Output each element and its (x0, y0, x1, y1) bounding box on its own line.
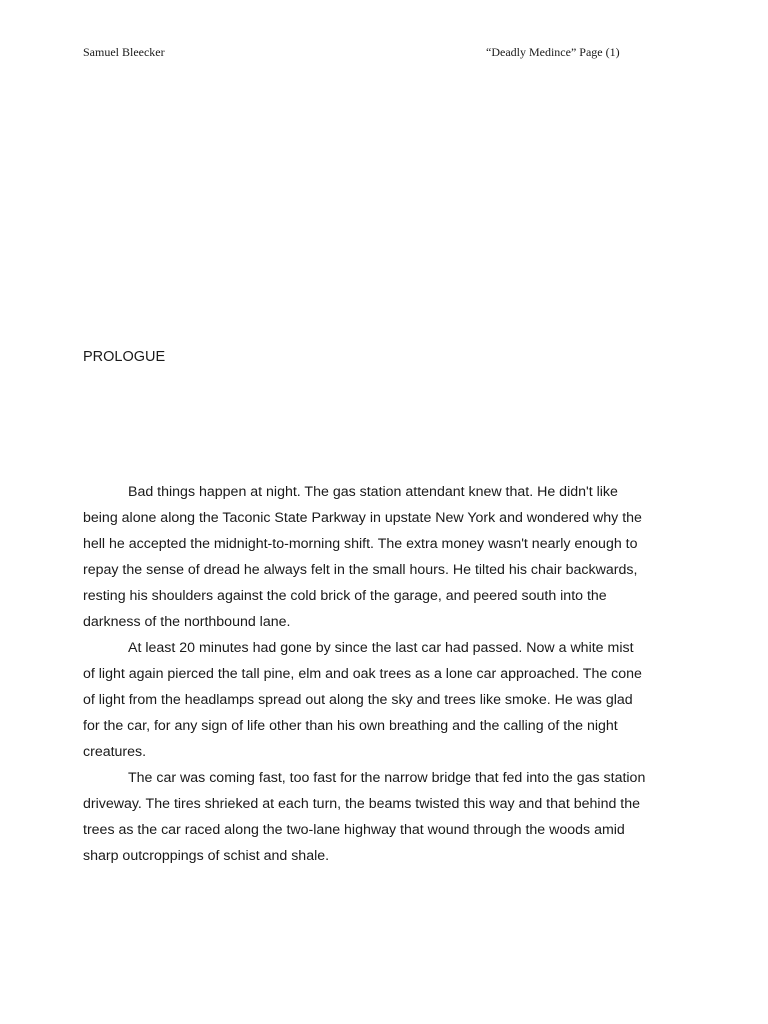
text-line: resting his shoulders against the cold brick of the garage, and peered south into the (83, 588, 607, 604)
paragraph (83, 479, 683, 635)
text-line: of light again pierced the tall pine, elm and oak trees as a lone car approached. The cone (83, 666, 642, 682)
text-line: sharp outcroppings of schist and shale. (83, 848, 330, 864)
text-line: of light from the headlamps spread out along the sky and trees like smoke. He was glad (83, 692, 633, 708)
text-line: darkness of the northbound lane. (83, 614, 291, 630)
body-text (83, 479, 683, 869)
header-author: Samuel Bleecker (83, 45, 165, 59)
text-line: Bad things happen at night. The gas station attendant knew that. He didn't like (128, 484, 618, 500)
text-line: At least 20 minutes had gone by since the last car had passed. Now a white mist (128, 640, 634, 656)
text-line: for the car, for any sign of life other than his own breathing and the calling of the night (83, 718, 618, 734)
paragraph (83, 765, 683, 869)
text-line: hell he accepted the midnight-to-morning shift. The extra money wasn't nearly enough to (83, 536, 638, 552)
text-line: trees as the car raced along the two-lane highway that wound through the woods amid (83, 822, 625, 838)
text-line: creatures. (83, 744, 147, 760)
header-title-page: “Deadly Medince” Page (1) (486, 45, 620, 59)
text-line: driveway. The tires shrieked at each turn, the beams twisted this way and that behind the (83, 796, 641, 812)
text-line: being alone along the Taconic State Parkway in upstate New York and wondered why the (83, 510, 642, 526)
text-line: The car was coming fast, too fast for the narrow bridge that fed into the gas station (128, 770, 646, 786)
paragraph (83, 635, 683, 765)
chapter-title: PROLOGUE (83, 349, 166, 365)
text-line: repay the sense of dread he always felt in the small hours. He tilted his chair backwards, (83, 562, 638, 578)
